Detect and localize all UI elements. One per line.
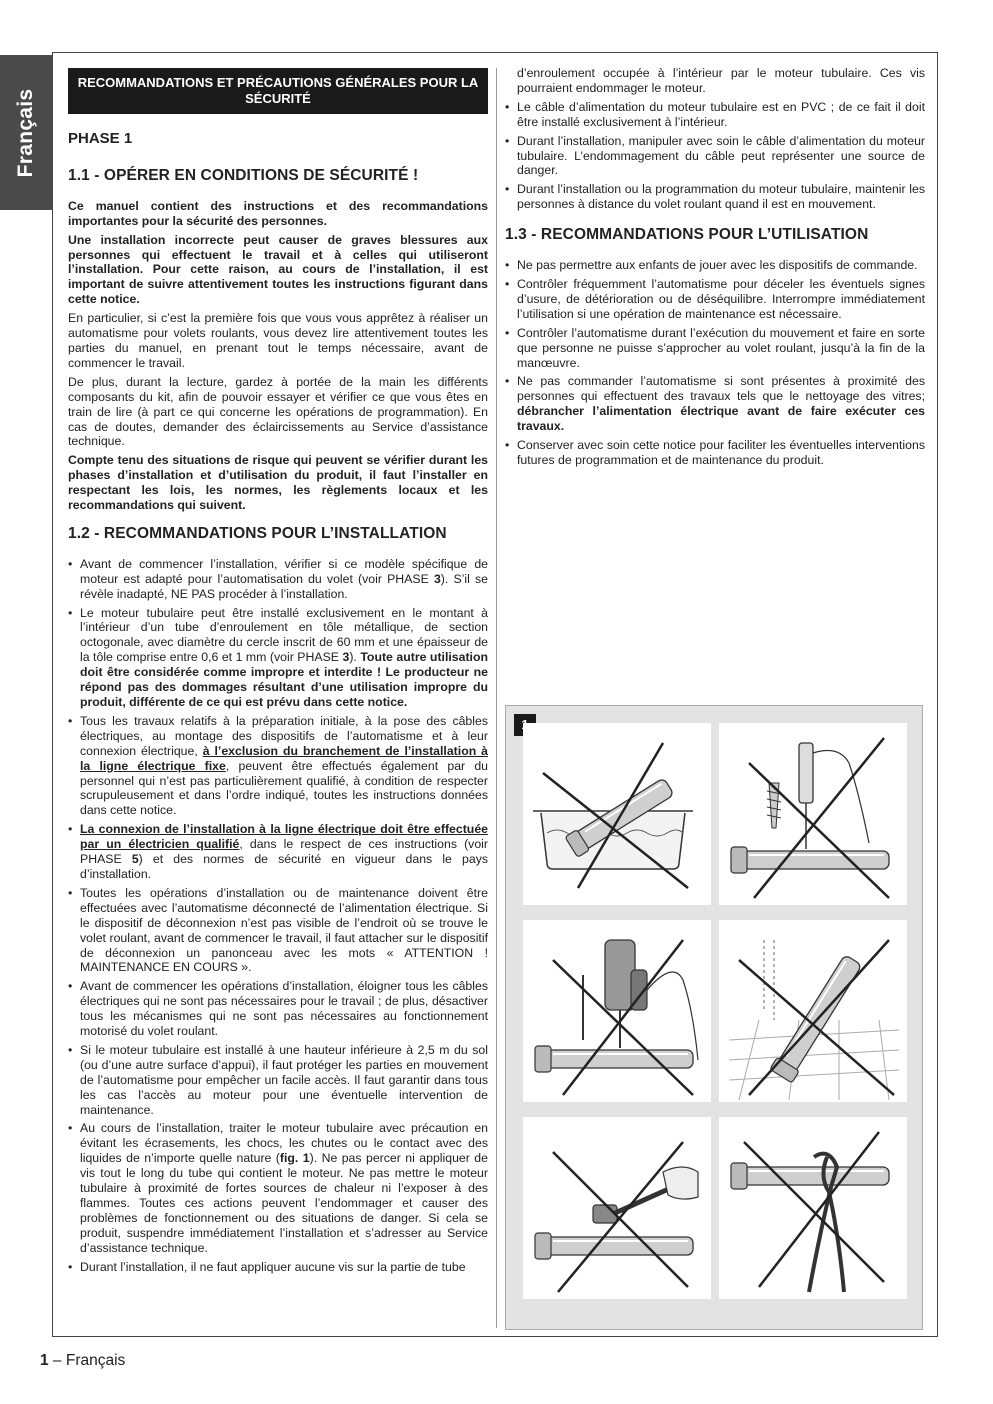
list-item: • Durant l’installation ou la programmation du moteur tubulaire, maintenir les personnes à distance du volet roulant quand il est en mouvement. — [505, 182, 925, 212]
footer-language: Français — [65, 1352, 126, 1369]
intro-paragraph-4: De plus, durant la lecture, gardez à portée de la main les différents composants du kit, afin de pouvoir essayer et vérifier ce que vous êtes en train de lire (à part ce qui concerne les opérations de programmation). En cas de doutes, demander des éclaircissements au Service d’assistance technique. — [68, 374, 488, 449]
list-item: • Avant de commencer l’installation, vérifier si ce modèle spécifique de moteur est adapté pour l’automatisation du volet (voir PHASE 3). S’il se révèle inadapté, NE PAS procéder à l’installation. — [68, 557, 488, 602]
usage-list — [505, 258, 925, 468]
left-column — [68, 68, 488, 1279]
hammer-on-tube-illustration — [523, 1117, 711, 1299]
section-1-1-heading: 1.1 - OPÉRER EN CONDITIONS DE SÉCURITÉ ! — [68, 166, 419, 184]
pliers-crushing-tube-illustration — [719, 1117, 907, 1299]
screw-into-tube-illustration — [719, 723, 907, 905]
list-item: • Avant de commencer les opérations d’installation, éloigner tous les câbles électriques qui ne sont pas nécessaires pour le travail ; de plus, désactiver tous les mécanismes qui ne sont pas nécessaires au fonctionnement motorisé du volet roulant. — [68, 979, 488, 1039]
panel-pliers-crushing-tube — [719, 1117, 907, 1299]
figure-1 — [505, 705, 923, 1330]
list-item: • Tous les travaux relatifs à la préparation initiale, à la pose des câbles électriques, au montage des dispositifs de l’automatisme et à leur connexion électrique, à l’exclusion du branchement de l’installation à la ligne électrique fixe, peuvent être effectués également par du personnel qui n’est pas particulièrement qualifié, à condition de respecter scrupuleusement et dans l’ordre indiqué, toutes les instructions données dans cette notice. — [68, 714, 488, 818]
language-tab-label: Français — [14, 88, 37, 177]
panel-drill-into-tube — [523, 920, 711, 1102]
intro-paragraph-3: En particulier, si c’est la première fois que vous vous apprêtez à réaliser un automatisme pour volets roulants, vous devez lire attentivement toutes les parties du manuel, en prenant tout le temps nécessaire, avant de commencer le travail. — [68, 311, 488, 370]
installation-list — [68, 557, 488, 1275]
panel-screw-into-tube — [719, 723, 907, 905]
list-item: • Contrôler fréquemment l’automatisme pour déceler les éventuels signes d’usure, de détérioration ou de déséquilibre. Interrompre immédiatement l’utilisation si une opération de maintenance est nécessaire. — [505, 277, 925, 322]
list-item: • Toutes les opérations d’installation ou de maintenance doivent être effectuées avec l’automatisme déconnecté de l’alimentation électrique. Si le dispositif de déconnexion n’est pas visible de l’endroit où se trouve le volet roulant, avant de commencer le travail, il faut attacher sur le dispositif de déconnexion un panonceau avec les mots « ATTENTION ! MAINTENANCE EN COURS ». — [68, 886, 488, 975]
list-item: • Ne pas commander l’automatisme si sont présentes à proximité des personnes qui effectuent des travaux tels que le nettoyage des vitres; débrancher l’alimentation électrique avant de faire exécuter ces travaux. — [505, 374, 925, 434]
column-divider — [496, 68, 497, 1328]
intro-paragraph-2: Une installation incorrecte peut causer de graves blessures aux personnes qui effectuent le travail et à celles qui utiliseront l’installation. Pour cette raison, au cours de l’installation, il est important de suivre attentivement toutes les instructions figurant dans cette notice. — [68, 232, 488, 307]
list-item: • Au cours de l’installation, traiter le moteur tubulaire avec précaution en évitant les écrasements, les chocs, les chutes ou le contact avec des liquides de n’importe quelle nature (fig. 1). Ne pas percer ni appliquer de vis tout le long du tube qui contient le moteur. Ne pas mettre le moteur tubulaire à proximité de fortes sources de chaleur ni l’exposer à des flammes. Toutes ces actions peuvent l’endommager et causer des problèmes de fonctionnement ou des situations de danger. Si cela se produit, suspendre immédiatement l’installation et s’adresser au Service d’assistance technique. — [68, 1121, 488, 1255]
list-item: • La connexion de l’installation à la ligne électrique doit être effectuée par un électricien qualifié, dans le respect de ces instructions (voir PHASE 5) et des normes de sécurité en vigueur dans le pays d’installation. — [68, 822, 488, 882]
list-item: • Le câble d’alimentation du moteur tubulaire est en PVC ; de ce fait il doit être installé exclusivement à l’intérieur. — [505, 100, 925, 130]
list-item: • Le moteur tubulaire peut être installé exclusivement en le montant à l’intérieur d’un tube d’enroulement en tôle métallique, de section octogonale, avec diamètre du cercle inscrit de 60 mm et une épaisseur de la tôle comprise entre 0,6 et 1 mm (voir PHASE 3). Toute autre utilisation doit être considérée comme impropre et interdite ! Le producteur ne répond pas des dommages résultant d’une utilisation impropre du produit, différente de ce qui est prévu dans cette notice. — [68, 606, 488, 710]
right-column — [505, 66, 925, 472]
list-item: • Contrôler l’automatisme durant l’exécution du mouvement et faire en sorte que personne ne puisse s’approcher au volet roulant, jusqu’à la fin de la manœuvre. — [505, 326, 925, 371]
panel-hammer-on-tube — [523, 1117, 711, 1299]
drill-into-tube-illustration — [523, 920, 711, 1102]
list-item: • Durant l’installation, manipuler avec soin le câble d’alimentation du moteur tubulaire. L’endommagement du câble peut représenter une source de danger. — [505, 134, 925, 179]
section-1-2-heading: 1.2 - RECOMMANDATIONS POUR L’INSTALLATION — [68, 524, 447, 542]
safety-banner: RECOMMANDATIONS ET PRÉCAUTIONS GÉNÉRALES POUR LA SÉCURITÉ — [68, 68, 488, 114]
panel-motor-in-water — [523, 723, 711, 905]
installation-list-continued — [505, 100, 925, 212]
language-tab — [0, 55, 52, 210]
phase-heading: PHASE 1 — [68, 130, 133, 147]
list-item: • Si le moteur tubulaire est installé à une hauteur inférieure à 2,5 m du sol (ou d’une autre surface d’appui), il faut protéger les parties en mouvement de l’automatisme pour empêcher un facile accès. Il faut garantir dans tous les cas l’accès au moteur pour une éventuelle intervention de maintenance. — [68, 1043, 488, 1118]
intro-paragraph-5: Compte tenu des situations de risque qui peuvent se vérifier durant les phases d’installation et d’utilisation du produit, il faut l’installer en respectant les lois, les normes, les règlements locaux et les recommandations qui suivent. — [68, 453, 488, 513]
list-item: • Conserver avec soin cette notice pour faciliter les éventuelles interventions futures de programmation et de maintenance du produit. — [505, 438, 925, 468]
panel-motor-dropped — [719, 920, 907, 1102]
intro-paragraph-1: Ce manuel contient des instructions et des recommandations importantes pour la sécurité des personnes. — [68, 198, 488, 228]
continued-paragraph: d’enroulement occupée à l’intérieur par le moteur tubulaire. Ces vis pourraient endommager le moteur. — [517, 66, 925, 95]
motor-dropped-illustration — [719, 920, 907, 1102]
page-footer: 1 – Français — [40, 1352, 126, 1369]
page-number: 1 — [40, 1352, 49, 1369]
list-item: • Durant l’installation, il ne faut appliquer aucune vis sur la partie de tube — [68, 1260, 488, 1275]
list-item: • Ne pas permettre aux enfants de jouer avec les dispositifs de commande. — [505, 258, 925, 273]
motor-in-water-illustration — [523, 723, 711, 905]
section-1-3-heading: 1.3 - RECOMMANDATIONS POUR L’UTILISATION — [505, 226, 869, 244]
